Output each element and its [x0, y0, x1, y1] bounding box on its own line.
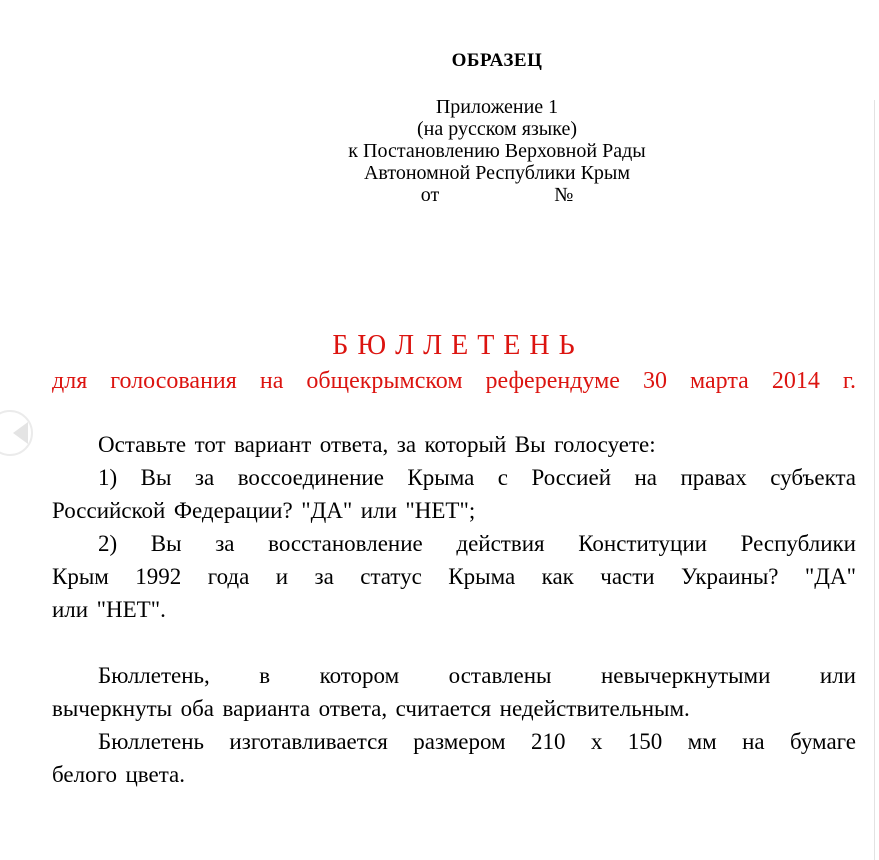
- ballot-body: [52, 428, 856, 791]
- appendix-line: к Постановлению Верховной Рады: [348, 140, 646, 162]
- ballot-line: 1) Вы за воссоединение Крыма с Россией на правах субъекта: [98, 465, 856, 490]
- ballot-line: или "НЕТ".: [52, 597, 166, 622]
- ballot-title: Б Ю Л Л Е Т Е Н Ь: [332, 330, 576, 361]
- ballot-line: белого цвета.: [52, 762, 185, 787]
- appendix-line: (на русском языке): [417, 118, 577, 140]
- appendix-line: Приложение 1: [435, 96, 559, 118]
- ballot-subtitle: для голосования на общекрымском референдуме 30 марта 2014 г.: [52, 368, 856, 394]
- ballot-line: Российской Федерации? "ДА" или "НЕТ";: [52, 498, 476, 523]
- ballot-line: Крым 1992 года и за статус Крыма как части Украины? "ДА": [52, 564, 856, 589]
- ballot-line: 2) Вы за восстановление действия Конституции Республики: [98, 531, 856, 556]
- ballot-line: Оставьте тот вариант ответа, за который Вы голосуете:: [98, 432, 656, 457]
- content-right-border: [874, 100, 875, 860]
- appendix-line: Автономной Республики Крым: [363, 162, 630, 184]
- appendix-date-number-line: от №: [420, 184, 574, 206]
- paragraph-gap: [52, 626, 856, 659]
- ballot-line: Бюллетень, в котором оставлены невычеркнутыми или: [98, 663, 856, 688]
- ballot-line: Бюллетень изготавливается размером 210 х 150 мм на бумаге: [98, 729, 856, 754]
- left-arrow-icon: [13, 422, 28, 444]
- ballot-line: вычеркнуты оба варианта ответа, считается недействительным.: [52, 696, 690, 721]
- appendix-header: [115, 96, 879, 206]
- carousel-prev-button[interactable]: [0, 410, 33, 456]
- sample-label: ОБРАЗЕЦ: [451, 50, 543, 71]
